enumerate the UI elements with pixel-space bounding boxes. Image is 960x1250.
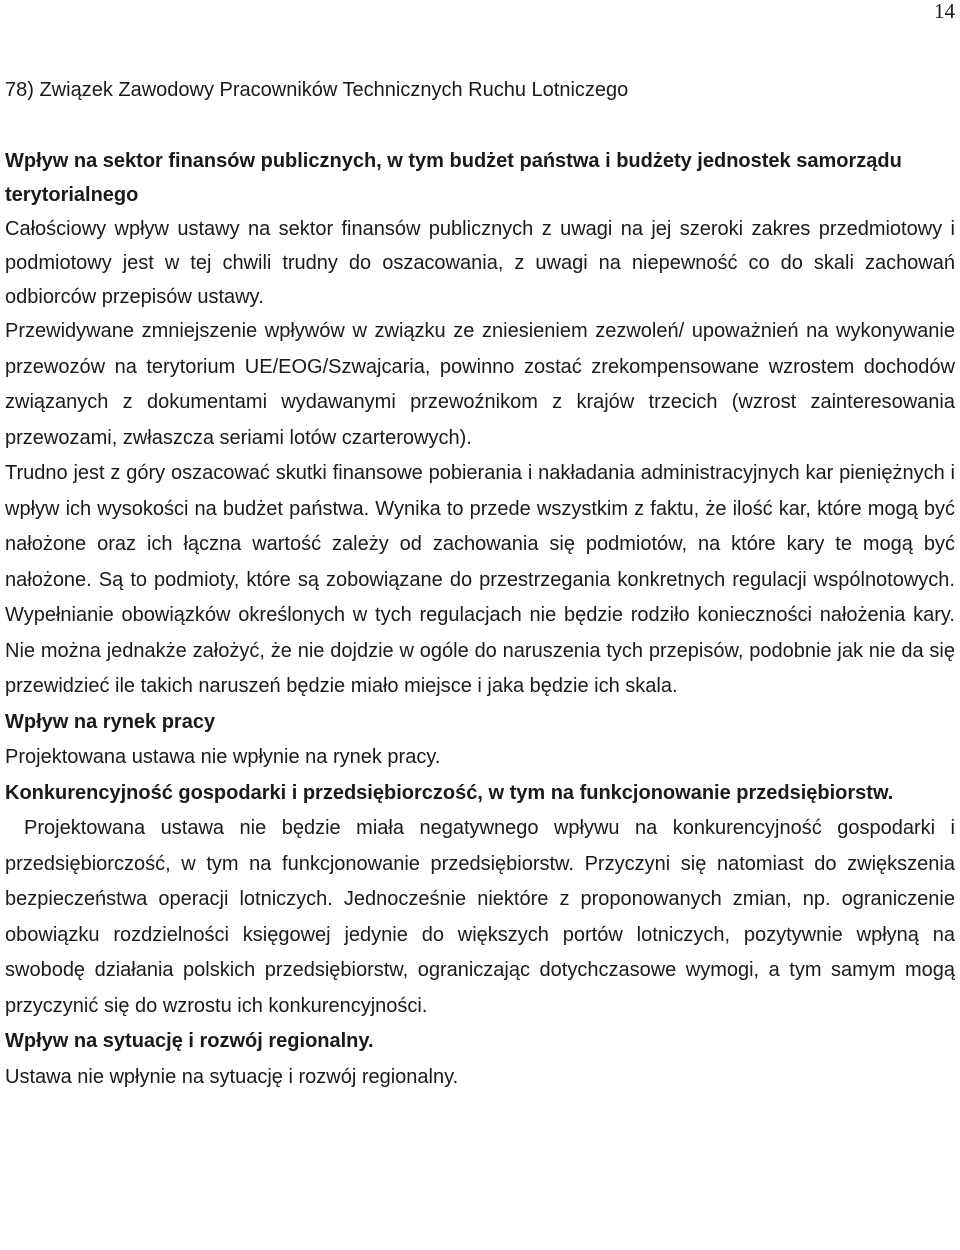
finance-paragraph-2: Przewidywane zmniejszenie wpływów w związku ze zniesieniem zezwoleń/ upoważnień na wykonywanie przewozów na terytorium UE/EOG/Szwajcaria, powinno zostać zrekompensowane wzrostem dochodów związanych z dokumentami wydawanymi przewoźnikom z krajów trzecich (wzrost zainteresowania przewozami, zwłaszcza seriami lotów czarterowych). <box>5 320 955 449</box>
organization-heading: 78) Związek Zawodowy Pracowników Technicznych Ruchu Lotniczego <box>5 79 629 101</box>
competition-paragraph: Projektowana ustawa nie będzie miała negatywnego wpływu na konkurencyjność gospodarki i przedsiębiorczość, w tym na funkcjonowanie przedsiębiorstw. Przyczyni się natomiast do zwiększenia bezpieczeństwa operacji lotniczych. Jednocześnie niektóre z proponowanych zmian, np. ograniczenie obowiązku rozdzielności księgowej jedynie do większych portów lotniczych, pozytywnie wpłyną na swobodę działania polskich przedsiębiorstw, ograniczając dotychczasowe wymogi, a tym samym mogą przyczynić się do wzrostu ich konkurencyjności. <box>5 817 955 1017</box>
labor-section-heading: Wpływ na rynek pracy <box>5 710 216 733</box>
document-body <box>5 144 955 1095</box>
page-number: 14 <box>934 0 955 23</box>
competition-section-heading: Konkurencyjność gospodarki i przedsiębiorczość, w tym na funkcjonowanie przedsiębiorstw. <box>5 781 894 804</box>
labor-paragraph: Projektowana ustawa nie wpłynie na rynek pracy. <box>5 746 441 768</box>
finance-section-heading: Wpływ na sektor finansów publicznych, w tym budżet państwa i budżety jednostek samorządu terytorialnego <box>5 150 902 206</box>
regional-section-heading: Wpływ na sytuację i rozwój regionalny. <box>5 1030 374 1052</box>
finance-paragraph-3: Trudno jest z góry oszacować skutki finansowe pobierania i nakładania administracyjnych kar pieniężnych i wpływ ich wysokości na budżet państwa. Wynika to przede wszystkim z faktu, że ilość kar, które mogą być nałożone oraz ich łączna wartość zależy od zachowania się podmiotów, na które kary te mogą być nałożone. Są to podmioty, które są zobowiązane do przestrzegania konkretnych regulacji wspólnotowych. Wypełnianie obowiązków określonych w tych regulacjach nie będzie rodziło konieczności nałożenia kary. Nie można jednakże założyć, że nie dojdzie w ogóle do naruszenia tych przepisów, podobnie jak nie da się przewidzieć ile takich naruszeń będzie miało miejsce i jaka będzie ich skala. <box>5 462 955 697</box>
regional-paragraph: Ustawa nie wpłynie na sytuację i rozwój regionalny. <box>5 1065 459 1088</box>
finance-paragraph-1: Całościowy wpływ ustawy na sektor finansów publicznych z uwagi na jej szeroki zakres przedmiotowy i podmiotowy jest w tej chwili trudny do oszacowania, z uwagi na niepewność co do skali zachowań odbiorców przepisów ustawy. <box>5 218 955 308</box>
